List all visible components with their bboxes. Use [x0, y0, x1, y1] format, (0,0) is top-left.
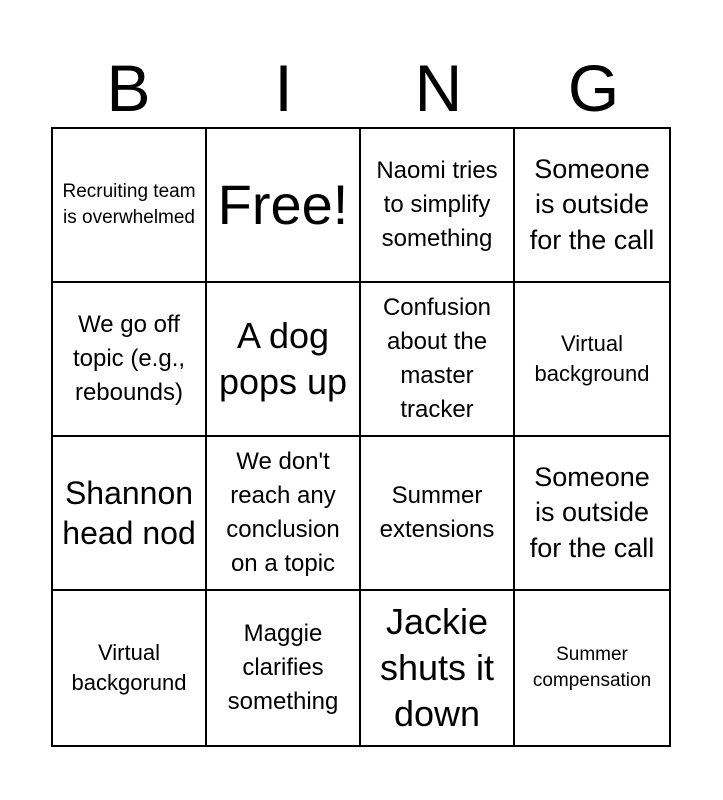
cell-text: Summer compensation	[532, 643, 652, 691]
cell-text: Virtual backgorund	[71, 639, 187, 695]
cell-text: Someone is outside for the call	[529, 462, 655, 563]
bingo-cell-r3c1[interactable]	[53, 437, 207, 591]
cell-text: Summer extensions	[379, 481, 495, 543]
bingo-header	[51, 50, 671, 126]
header-letter-n: N	[414, 51, 463, 125]
bingo-cell-r1c1[interactable]	[53, 129, 207, 283]
bingo-cell-r2c1[interactable]	[53, 283, 207, 437]
cell-text: Jackie shuts it down	[379, 600, 495, 735]
bingo-cell-r1c3[interactable]	[361, 129, 515, 283]
bingo-cell-r3c2[interactable]	[207, 437, 361, 591]
bingo-cell-r2c4[interactable]	[515, 283, 669, 437]
header-letter-i: I	[274, 51, 293, 125]
bingo-cell-r4c2[interactable]	[207, 591, 361, 745]
bingo-cell-r1c4[interactable]	[515, 129, 669, 283]
bingo-cell-free[interactable]	[207, 129, 361, 283]
cell-text: Recruiting team is overwhelmed	[62, 180, 196, 228]
cell-text: A dog pops up	[218, 314, 348, 402]
free-space-text: Free!	[217, 173, 349, 236]
bingo-cell-r4c1[interactable]	[53, 591, 207, 745]
cell-text: We don't reach any conclusion on a topic	[226, 447, 340, 578]
bingo-cell-r3c3[interactable]	[361, 437, 515, 591]
cell-text: Naomi tries to simplify something	[376, 156, 498, 253]
bingo-cell-r4c4[interactable]	[515, 591, 669, 745]
bingo-cell-r3c4[interactable]	[515, 437, 669, 591]
cell-text: Confusion about the master tracker	[382, 293, 492, 424]
cell-text: Virtual background	[534, 330, 650, 386]
bingo-cell-r2c3[interactable]	[361, 283, 515, 437]
header-letter-b: B	[106, 51, 151, 125]
bingo-cell-r4c3[interactable]	[361, 591, 515, 745]
cell-text: Maggie clarifies something	[227, 619, 339, 716]
cell-text: Someone is outside for the call	[529, 154, 655, 255]
cell-text: Shannon head nod	[62, 475, 196, 551]
bingo-card-grid	[51, 127, 671, 747]
cell-text: We go off topic (e.g., rebounds)	[72, 310, 186, 407]
bingo-cell-r2c2[interactable]	[207, 283, 361, 437]
header-letter-g: G	[567, 51, 620, 125]
